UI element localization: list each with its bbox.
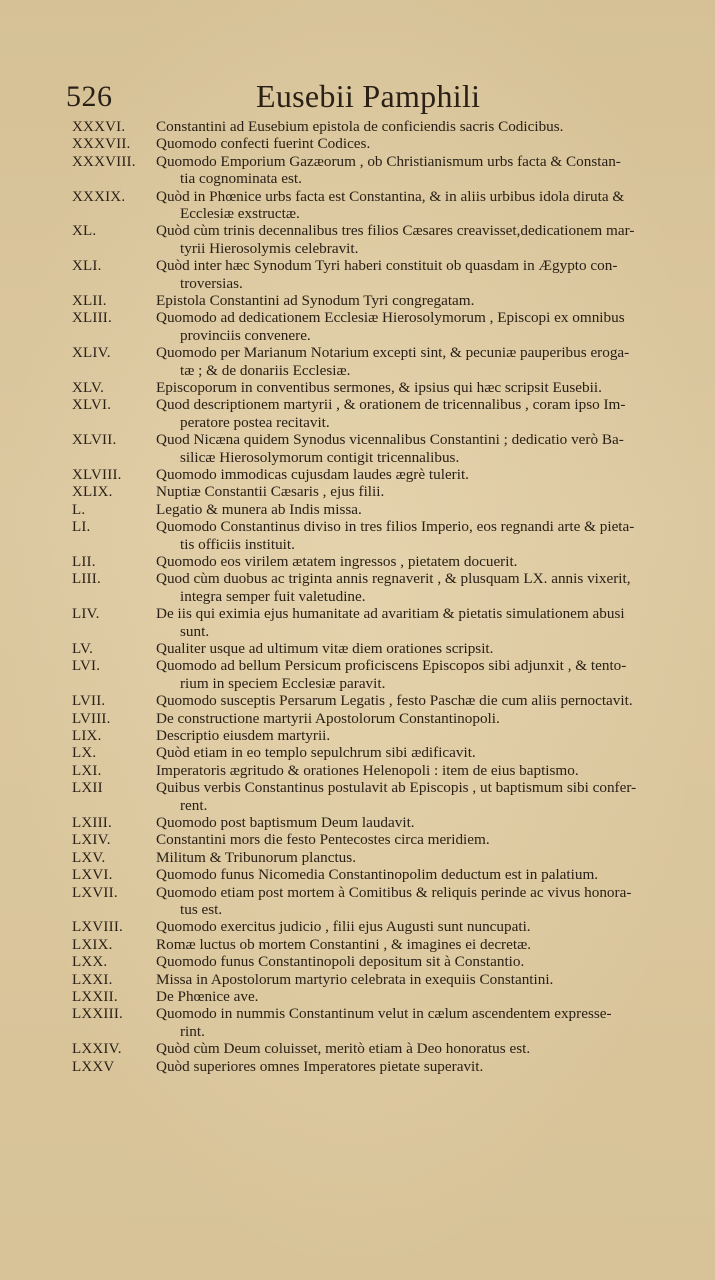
chapter-title-continuation: silicæ Hierosolymorum contigit tricennalibus. (180, 448, 460, 466)
chapter-entry (72, 258, 662, 293)
chapter-entry (72, 815, 662, 832)
chapter-entry (72, 310, 662, 345)
chapter-numeral: LIII. (72, 571, 101, 588)
chapter-entry (72, 728, 662, 745)
chapter-numeral: XXXVIII. (72, 153, 136, 170)
chapter-numeral: LXXI. (72, 971, 113, 988)
chapter-numeral: LXV. (72, 849, 106, 866)
chapter-title-continuation: peratore postea recitavit. (180, 413, 330, 431)
chapter-numeral: L. (72, 501, 86, 518)
chapter-title-continuation: tis officiis instituit. (180, 535, 295, 553)
chapter-title-line: Legatio & munera ab Indis missa. (156, 500, 362, 518)
chapter-numeral: LIX. (72, 728, 102, 744)
chapter-numeral: XLVII. (72, 432, 117, 449)
chapter-numeral: XLI. (72, 258, 102, 275)
chapter-title-line: Quòd inter hæc Synodum Tyri haberi constituit ob quasdam in Ægypto con- (156, 257, 618, 275)
chapter-title-line: Missa in Apostolorum martyrio celebrata in exequiis Constantini. (156, 970, 554, 988)
chapter-entry (72, 519, 662, 554)
chapter-numeral: LXIX. (72, 936, 113, 953)
page-number: 526 (66, 80, 113, 113)
chapter-title-line: Quod cùm duobus ac triginta annis regnaverit , & plusquam LX. annis vixerit, (156, 570, 631, 588)
chapter-entry (72, 693, 662, 710)
chapter-numeral: LXIII. (72, 815, 112, 831)
chapter-entry (72, 711, 662, 728)
chapter-title-continuation: sunt. (180, 622, 210, 640)
chapter-entry (72, 832, 662, 849)
chapter-title-line: Quòd superiores omnes Imperatores pietate superavit. (156, 1057, 484, 1075)
chapter-entry (72, 119, 662, 136)
chapter-numeral: LXIV. (72, 832, 111, 849)
chapter-title-line: Quomodo in nummis Constantinum velut in cælum ascendentem expresse- (156, 1005, 612, 1023)
chapter-title-line: De Phœnice ave. (156, 988, 259, 1005)
chapter-numeral: LXXV (72, 1058, 115, 1075)
page-header (66, 78, 666, 118)
chapter-entry (72, 989, 662, 1006)
chapter-title-continuation: provinciis convenere. (180, 326, 311, 344)
chapter-entry (72, 763, 662, 780)
chapter-entry (72, 293, 662, 310)
chapter-entry (72, 154, 662, 189)
chapter-numeral: XLVIII. (72, 467, 122, 483)
chapter-title-line: Quomodo exercitus judicio , filii ejus Augusti sunt nuncupati. (156, 918, 531, 936)
chapter-title-line: Epistola Constantini ad Synodum Tyri congregatam. (156, 292, 475, 309)
chapter-title-continuation: troversias. (180, 274, 243, 292)
running-title: Eusebii Pamphili (256, 78, 481, 114)
chapter-numeral: XLIX. (72, 484, 113, 501)
chapter-title-line: Quomodo ad bellum Persicum proficiscens Episcopos sibi adjunxit , & tento- (156, 657, 627, 675)
chapter-numeral: XLV. (72, 380, 105, 396)
chapter-entry (72, 467, 662, 484)
chapter-entry (72, 1041, 662, 1058)
chapter-title-line: Quòd etiam in eo templo sepulchrum sibi ædificavit. (156, 744, 476, 762)
chapter-entry (72, 432, 662, 467)
chapter-entry (72, 954, 662, 971)
chapter-title-line: Constantini mors die festo Pentecostes circa meridiem. (156, 831, 490, 849)
chapter-title-continuation: rent. (180, 796, 208, 814)
chapter-numeral: LVI. (72, 658, 101, 675)
chapter-entry (72, 641, 662, 658)
chapter-entry (72, 885, 662, 920)
chapter-numeral: LXVIII. (72, 919, 123, 936)
chapter-title-line: Episcoporum in conventibus sermones, & ipsius qui hæc scripsit Eusebii. (156, 379, 602, 396)
chapter-numeral: LXI. (72, 762, 102, 779)
chapter-title-continuation: tæ ; & de donariis Ecclesiæ. (180, 361, 351, 379)
chapter-title-line: Quomodo funus Constantinopoli depositum sit à Constantio. (156, 953, 525, 971)
chapter-entry (72, 136, 662, 153)
chapter-numeral: LIV. (72, 606, 100, 623)
chapter-title-line: Quomodo confecti fuerint Codices. (156, 135, 371, 153)
chapter-entry (72, 937, 662, 954)
chapter-numeral: XXXIX. (72, 188, 126, 205)
chapter-entry (72, 1059, 662, 1076)
chapter-numeral: LXXIV. (72, 1041, 122, 1058)
chapter-entry (72, 972, 662, 989)
chapter-entry (72, 223, 662, 258)
chapter-title-line: Quibus verbis Constantinus postulavit ab Episcopis , ut baptismum sibi confer- (156, 779, 637, 797)
chapter-title-line: Imperatoris ægritudo & orationes Helenopoli : item de eius baptismo. (156, 761, 579, 779)
chapter-title-line: Militum & Tribunorum planctus. (156, 848, 356, 866)
chapter-entry (72, 380, 662, 397)
chapter-title-line: Quomodo funus Nicomedia Constantinopolim deductum est in palatium. (156, 866, 599, 884)
chapter-title-line: Quomodo immodicas cujusdam laudes ægrè tulerit. (156, 466, 469, 483)
chapter-numeral: LXXIII. (72, 1006, 123, 1023)
chapter-entry (72, 554, 662, 571)
chapter-numeral: LVII. (72, 693, 106, 710)
chapter-title-continuation: rium in speciem Ecclesiæ paravit. (180, 674, 386, 692)
chapter-numeral: LX. (72, 745, 97, 762)
chapter-numeral: LI. (72, 519, 91, 536)
chapter-numeral: LXVI. (72, 867, 113, 884)
chapter-title-line: De iis qui eximia ejus humanitate ad avaritiam & pietatis simulationem abusi (156, 605, 625, 623)
chapter-numeral: LXII (72, 780, 103, 797)
chapter-numeral: LXVII. (72, 884, 118, 901)
chapter-title-line: Quomodo Emporium Gazæorum , ob Christianismum urbs facta & Constan- (156, 152, 621, 170)
chapter-title-line: Nuptiæ Constantii Cæsaris , ejus filii. (156, 483, 385, 501)
chapter-title-continuation: Ecclesiæ exstructæ. (180, 204, 300, 222)
chapter-numeral: XXXVII. (72, 136, 131, 153)
chapter-entry (72, 919, 662, 936)
chapter-title-continuation: tyrii Hierosolymis celebravit. (180, 239, 359, 257)
chapter-numeral: XLVI. (72, 397, 112, 414)
chapter-title-continuation: integra semper fuit valetudine. (180, 587, 366, 605)
chapter-title-line: Quomodo susceptis Persarum Legatis , festo Paschæ die cum aliis pernoctavit. (156, 692, 633, 710)
chapter-entry (72, 484, 662, 501)
chapter-title-line: Quòd in Phœnice urbs facta est Constantina, & in aliis urbibus idola diruta & (156, 187, 625, 205)
chapter-entry (72, 502, 662, 519)
chapter-numeral: XLIV. (72, 345, 111, 362)
chapter-title-line: Descriptio eiusdem martyrii. (156, 727, 331, 744)
chapter-title-line: Quomodo post baptismum Deum laudavit. (156, 814, 415, 831)
chapter-entry (72, 867, 662, 884)
chapter-title-line: Quòd cùm trinis decennalibus tres filios Cæsares creavisset,dedicationem mar- (156, 222, 635, 240)
chapter-numeral: LXX. (72, 954, 108, 971)
chapter-entry (72, 850, 662, 867)
chapter-title-line: Quod Nicæna quidem Synodus vicennalibus Constantini ; dedicatio verò Ba- (156, 431, 624, 449)
chapter-numeral: LVIII. (72, 710, 111, 727)
chapter-numeral: LII. (72, 554, 96, 570)
chapter-numeral: XXXVI. (72, 119, 126, 135)
chapter-title-line: Quod descriptionem martyrii , & orationem de tricennalibus , coram ipso Im- (156, 396, 626, 414)
chapter-title-line: Quòd cùm Deum coluisset, meritò etiam à Deo honoratus est. (156, 1040, 531, 1058)
chapter-title-line: Quomodo per Marianum Notarium excepti sint, & pecuniæ pauperibus eroga- (156, 344, 630, 362)
chapter-title-line: Quomodo etiam post mortem à Comitibus & reliquis perinde ac vivus honora- (156, 883, 632, 901)
chapter-title-line: De constructione martyrii Apostolorum Constantinopoli. (156, 709, 500, 727)
chapter-entry (72, 571, 662, 606)
chapter-entry (72, 658, 662, 693)
chapter-entry (72, 606, 662, 641)
chapter-title-line: Constantini ad Eusebium epistola de conficiendis sacris Codicibus. (156, 118, 564, 135)
chapter-title-continuation: tia cognominata est. (180, 170, 302, 188)
chapter-entry (72, 397, 662, 432)
chapter-numeral: LXXII. (72, 989, 118, 1005)
chapter-title-line: Quomodo Constantinus diviso in tres filios Imperio, eos regnandi arte & pieta- (156, 518, 635, 536)
chapter-entry (72, 780, 662, 815)
chapter-title-line: Romæ luctus ob mortem Constantini , & imagines ei decretæ. (156, 935, 532, 953)
chapter-entry (72, 189, 662, 224)
chapter-title-continuation: tus est. (180, 900, 223, 918)
chapter-numeral: XLII. (72, 293, 107, 309)
chapter-title-line: Quomodo eos virilem ætatem ingressos , pietatem docuerit. (156, 553, 518, 570)
chapter-entry (72, 1006, 662, 1041)
chapter-title-line: Qualiter usque ad ultimum vitæ diem orationes scripsit. (156, 640, 494, 657)
chapter-title-continuation: rint. (180, 1022, 205, 1040)
chapter-numeral: XLIII. (72, 310, 112, 327)
chapter-numeral: XL. (72, 223, 97, 240)
chapter-entry (72, 745, 662, 762)
chapter-entry (72, 345, 662, 380)
chapter-numeral: LV. (72, 641, 94, 657)
chapter-title-line: Quomodo ad dedicationem Ecclesiæ Hierosolymorum , Episcopi ex omnibus (156, 309, 625, 327)
